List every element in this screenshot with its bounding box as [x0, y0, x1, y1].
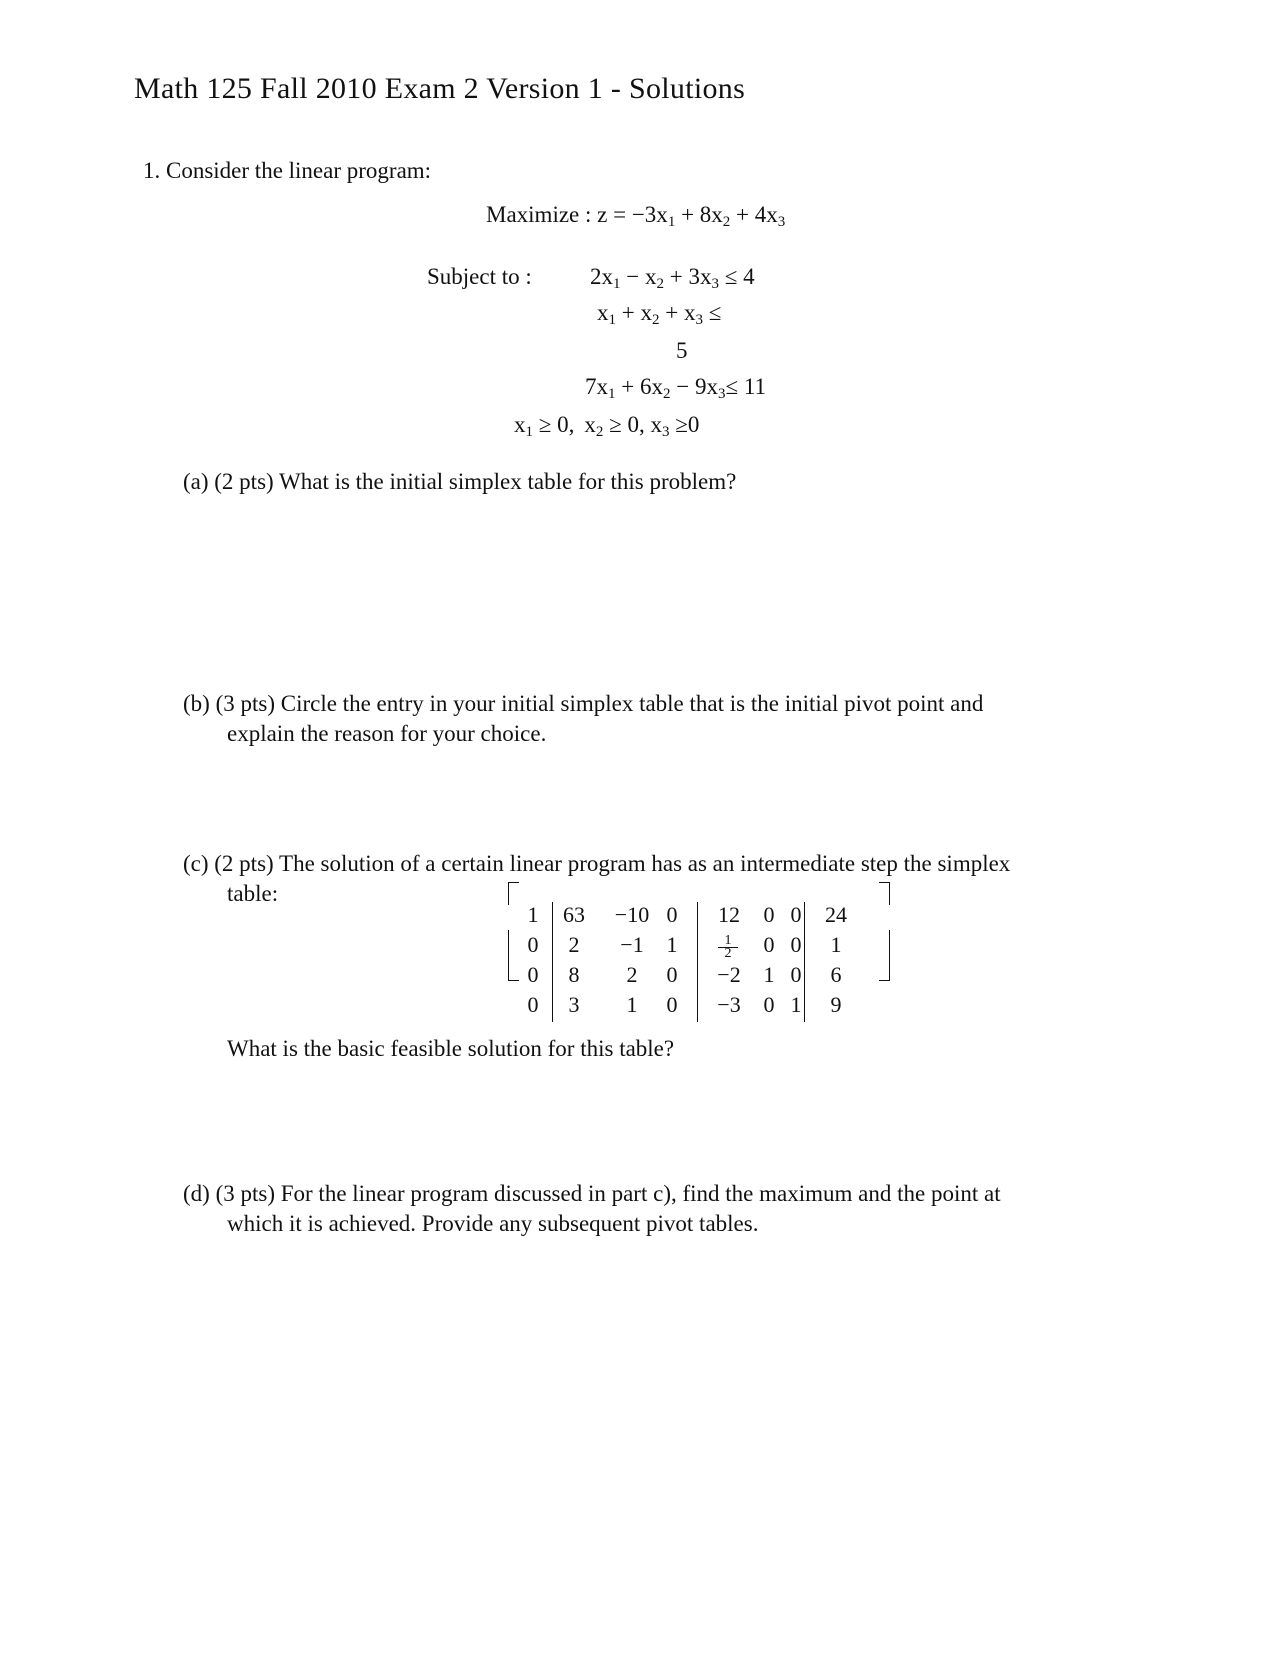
matrix-cell: 2: [568, 932, 580, 957]
part-d-question-line-2: which it is achieved. Provide any subsequent pivot tables.: [227, 1211, 759, 1236]
subject-to-label: Subject to :: [427, 264, 532, 289]
part-c-sub-question: What is the basic feasible solution for this table?: [227, 1036, 675, 1061]
column-divider: [697, 902, 698, 1022]
matrix-cell: 0: [666, 962, 678, 987]
matrix-cell: 24: [825, 902, 847, 927]
matrix-cell: 0: [790, 932, 802, 957]
simplex-table: [522, 902, 872, 1030]
matrix-cell: 9: [830, 992, 842, 1017]
matrix-cell: 1: [527, 902, 539, 927]
nonnegativity-constraints: $x_1 \ge 0$, $x_2 \ge 0$, $x_3 \ge 0$: [514, 412, 700, 440]
matrix-cell: 0: [666, 902, 678, 927]
matrix-cell: 0: [763, 902, 775, 927]
matrix-cell: 0: [763, 932, 775, 957]
page-title: Math 125 Fall 2010 Exam 2 Version 1 - Solutions: [134, 72, 746, 105]
matrix-cell: −10: [614, 902, 650, 927]
matrix-cell: 6: [830, 962, 842, 987]
matrix-cell: 1: [666, 932, 678, 957]
constraint-2-rhs: 5: [676, 338, 688, 363]
matrix-cell: 3: [568, 992, 580, 1017]
objective-label: Maximize : z =: [486, 202, 627, 227]
matrix-cell: 0: [666, 992, 678, 1017]
matrix-cell: −3: [717, 992, 741, 1017]
objective-function: Maximize : $z = -3x_1 + 8x_2 + 4x_3$: [486, 202, 786, 230]
matrix-cell: 0: [527, 932, 539, 957]
matrix-cell: 2: [626, 962, 638, 987]
matrix-cell: 12: [718, 902, 740, 927]
matrix-cell: 63: [563, 902, 585, 927]
matrix-cell: 1: [626, 992, 638, 1017]
part-c-question-line-1: (c) (2 pts) The solution of a certain linear program has as an intermediate step the simplex: [183, 851, 1011, 876]
matrix-cell: 0: [790, 902, 802, 927]
constraint-1: $2x_1 - x_2 + 3x_3 \le 4$: [590, 264, 755, 292]
matrix-cell: 1: [763, 962, 775, 987]
left-bracket-top: [508, 882, 519, 905]
left-bracket-bottom: [508, 930, 519, 981]
right-bracket-top: [879, 882, 890, 905]
matrix-cell: 0: [763, 992, 775, 1017]
matrix-cell: 1: [830, 932, 842, 957]
matrix-cell: 1: [790, 992, 802, 1017]
matrix-cell: −2: [717, 962, 741, 987]
right-bracket-bottom: [879, 930, 890, 981]
part-d-question-line-1: (d) (3 pts) For the linear program discussed in part c), find the maximum and the point at: [183, 1181, 1001, 1206]
matrix-cell: 8: [568, 962, 580, 987]
problem-1-intro: 1. Consider the linear program:: [143, 158, 432, 183]
fraction-one-half: $\frac{1}{2}$: [718, 935, 738, 960]
constraint-3: $7x_1 + 6x_2 - 9x_3\le 11$: [585, 374, 766, 402]
part-a-question: (a) (2 pts) What is the initial simplex table for this problem?: [183, 469, 737, 494]
matrix-cell: 0: [790, 962, 802, 987]
constraint-2: $x_1 + x_2 + x_3$ ≤: [597, 300, 722, 328]
matrix-cell: 0: [527, 992, 539, 1017]
matrix-cell: 0: [527, 962, 539, 987]
part-c-question-line-2: table:: [227, 881, 279, 906]
column-divider: [552, 902, 553, 1022]
part-b-question-line-1: (b) (3 pts) Circle the entry in your initial simplex table that is the initial pivot point and: [183, 691, 984, 716]
part-b-question-line-2: explain the reason for your choice.: [227, 721, 547, 746]
matrix-cell: −1: [620, 932, 644, 957]
